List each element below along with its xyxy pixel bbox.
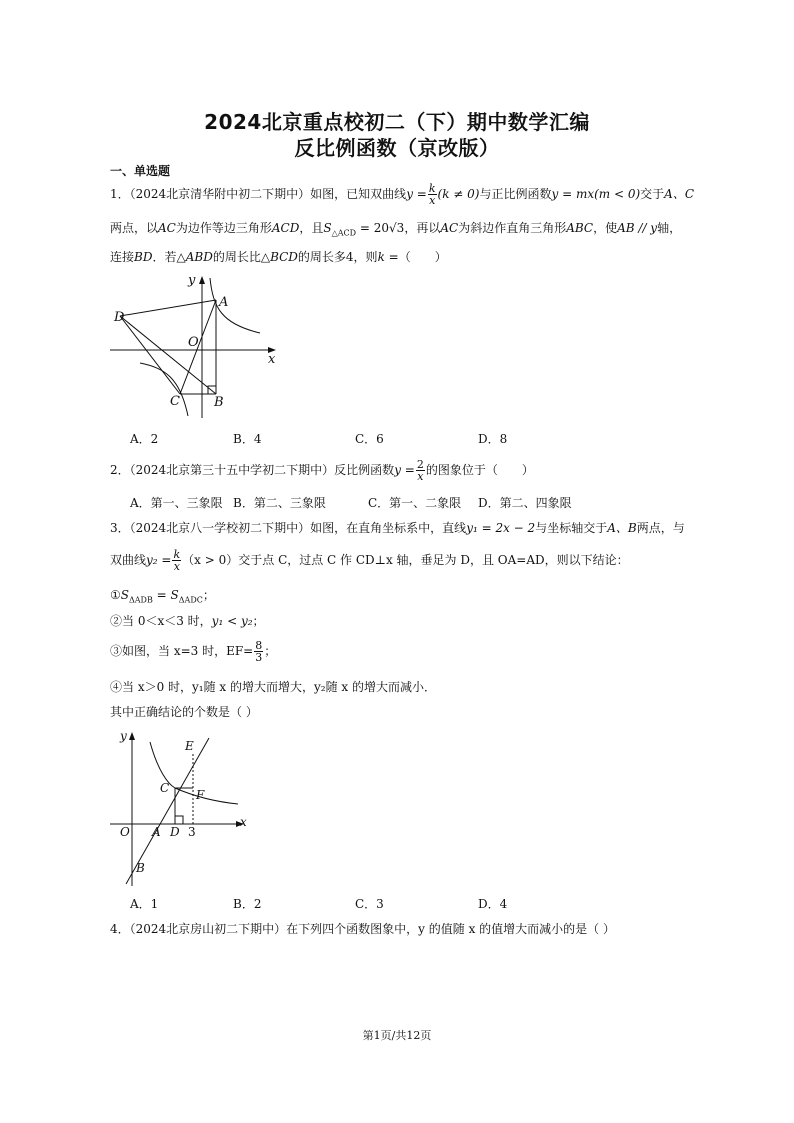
q3-conclusion-1: $①S_{\Delta ADB} = S_{\Delta ADC}$； — [110, 588, 215, 605]
label-O: O — [188, 335, 199, 350]
q3-line1: 3．（2024北京八一学校初二下期中）如图，在直角坐标系中，直线y₁ = 2x − 2与坐标轴交于A、B两点，与 — [110, 521, 685, 535]
label-x: x — [240, 815, 247, 829]
q3-frac-8-over-3: $\frac{8}{3}$ — [255, 639, 263, 664]
q2-line: 2．（2024北京第三十五中学初二下期中）反比例函数y = $\frac{2}{x}$ 的图象位于（ ） — [110, 458, 534, 483]
page-title: 2024北京重点校初二（下）期中数学汇编 — [204, 110, 590, 134]
q4-line: 4．（2024北京房山初二下期中）在下列四个函数图象中，y 的值随 x 的值增大而减小的是（ ） — [110, 922, 615, 936]
q2-option-b: B．第二、三象限 — [233, 496, 326, 510]
q1-option-d: D．8 — [478, 432, 508, 446]
q2-option-d: D．第二、四象限 — [478, 496, 572, 510]
label-y: y — [120, 729, 127, 743]
label-3: 3 — [188, 825, 196, 839]
q1-line3: 连接BD．若△ABD的周长比△BCD的周长多4，则k =（ ） — [110, 250, 447, 264]
q3-option-c: C．3 — [355, 897, 384, 911]
right-angle-mark — [175, 816, 183, 824]
segment-DC — [120, 316, 180, 394]
q1-option-c: C．6 — [355, 432, 384, 446]
label-O: O — [120, 825, 130, 839]
q3-ask: 其中正确结论的个数是（ ） — [110, 705, 258, 719]
hyperbola-lower — [140, 363, 188, 416]
q1-option-b: B．4 — [233, 432, 262, 446]
q3-figure — [108, 726, 253, 888]
label-D: D — [170, 825, 180, 839]
q3-option-b: B．2 — [233, 897, 262, 911]
label-x: x — [268, 352, 276, 367]
q2-option-c: C．第一、二象限 — [368, 496, 462, 510]
label-E: E — [185, 739, 194, 753]
q3-frac-k-over-x: $\frac{k}{x}$ — [173, 548, 181, 573]
q1-line2: 两点，以AC为边作等边三角形ACD，且$S_{\triangle ACD} = 20√3$，再以AC为斜边作直角三角形ABC，使AB // y轴， — [110, 221, 682, 238]
page-subtitle: 反比例函数（京改版） — [294, 136, 500, 160]
label-A: A — [152, 825, 161, 839]
y-axis-arrow — [199, 276, 205, 284]
q3-option-a: A．1 — [130, 897, 159, 911]
label-B: B — [214, 395, 224, 410]
q3-conclusion-4: ④当 x＞0 时，y₁随 x 的增大而增大，y₂随 x 的增大而减小． — [110, 680, 437, 694]
hyperbola-upper — [210, 278, 260, 333]
q3-conclusion-3: ③如图，当 x=3 时，EF= $\frac{8}{3}$ ； — [110, 639, 277, 664]
label-A: A — [219, 295, 229, 310]
q2-option-a: A．第一、三象限 — [130, 496, 223, 510]
label-C: C — [170, 394, 180, 409]
page-footer: 第1页/共12页 — [362, 1029, 432, 1042]
label-F: F — [196, 788, 205, 802]
label-y: y — [188, 273, 196, 288]
y-axis-arrow — [129, 732, 135, 740]
label-C: C — [160, 781, 170, 795]
q1-frac-k-over-x: $\frac{k}{x}$ — [428, 182, 436, 207]
section-heading: 一、单选题 — [110, 164, 171, 178]
q1-line1: 1．（2024北京清华附中初二下期中）如图，已知双曲线y = $\frac{k}{x}$ (k ≠ 0)与正比例函数y = mx(m < 0)交于A、C — [110, 182, 695, 207]
label-B: B — [136, 861, 145, 875]
q3-line2: 双曲线y₂ = $\frac{k}{x}$ （x > 0）交于点 C，过点 C 作 CD⊥x 轴，垂足为 D，且 OA=AD，则以下结论： — [110, 548, 629, 573]
q1-option-a: A．2 — [130, 432, 159, 446]
label-D: D — [114, 310, 125, 325]
q3-conclusion-2: ②当 0＜x＜3 时，y₁ < y₂； — [110, 614, 265, 628]
q3-option-d: D．4 — [478, 897, 508, 911]
q2-frac: $\frac{2}{x}$ — [416, 458, 424, 483]
q1-figure — [110, 268, 285, 420]
